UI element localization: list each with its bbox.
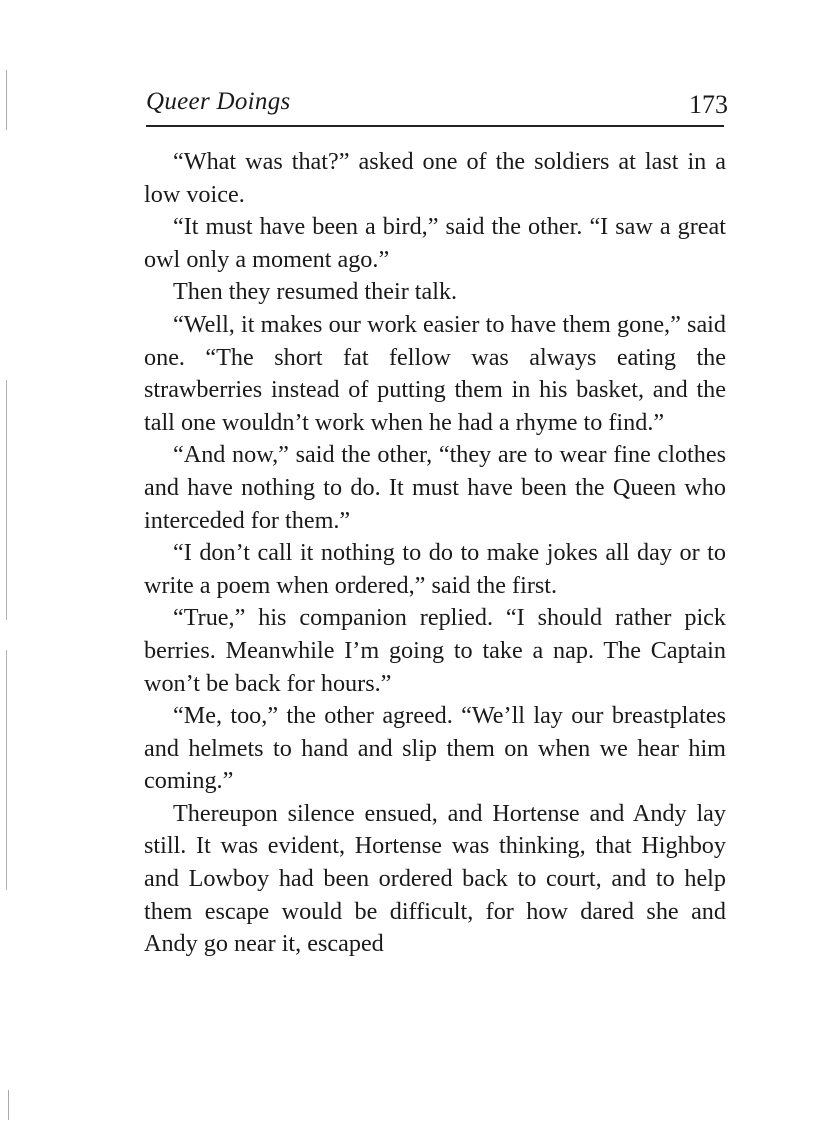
paragraph: “I don’t call it nothing to do to make jokes all day or to write a poem when ordered,” said the first.	[144, 539, 726, 599]
scan-edge-mark	[6, 380, 7, 620]
scan-edge-mark	[6, 70, 7, 130]
body-text	[144, 146, 726, 961]
scan-edge-mark	[8, 1090, 9, 1120]
paragraph: “Me, too,” the other agreed. “We’ll lay our breastplates and helmets to hand and slip them on when we hear him coming.”	[144, 702, 726, 795]
paragraph: “What was that?” asked one of the soldiers at last in a low voice.	[144, 148, 726, 208]
header-rule	[146, 125, 724, 127]
paragraph: “It must have been a bird,” said the other. “I saw a great owl only a moment ago.”	[144, 213, 726, 273]
page-number: 173	[689, 90, 728, 119]
paragraph: “True,” his companion replied. “I should rather pick berries. Meanwhile I’m going to take a nap. The Captain won’t be back for hours.”	[144, 604, 726, 697]
paragraph: Then they resumed their talk.	[173, 278, 458, 306]
paragraph: “And now,” said the other, “they are to wear fine clothes and have nothing to do. It must have been the Queen who interceded for them.”	[144, 441, 726, 534]
running-head: Queer Doings	[146, 88, 291, 115]
paragraph: “Well, it makes our work easier to have them gone,” said one. “The short fat fellow was always eating the strawberries instead of putting them in his basket, and the tall one wouldn’t work when he had a rhyme to find.”	[144, 310, 726, 436]
scan-edge-mark	[6, 650, 7, 890]
page-header	[146, 86, 728, 126]
paragraph: Thereupon silence ensued, and Hortense and Andy lay still. It was evident, Hortense was thinking, that Highboy and Lowboy had been ordered back to court, and to help them escape would be difficult, for how dared she and Andy go near it, escaped	[144, 799, 726, 958]
